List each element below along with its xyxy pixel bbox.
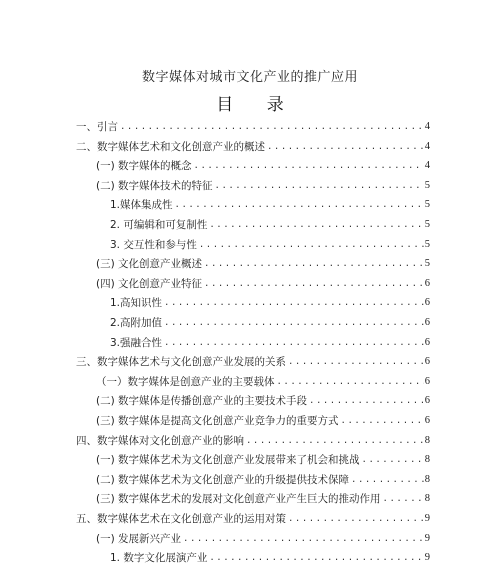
toc-page-number: 6: [424, 395, 430, 407]
toc-page-number: 4: [424, 160, 430, 172]
toc-leader-dots: [267, 140, 424, 154]
toc-entry-title: （一）数字媒体是创意产业的主要载体: [96, 375, 275, 388]
toc-entry-title: (三) 数字媒体艺术的发展对文化创意产业产生巨大的推动作用: [96, 493, 381, 506]
toc-page-number: 9: [424, 552, 430, 564]
toc-entry[interactable]: [96, 251, 430, 271]
toc-page-number: 5: [424, 219, 430, 230]
toc-entry[interactable]: [110, 290, 430, 310]
toc-page-number: 6: [424, 415, 430, 426]
toc-entry[interactable]: [110, 192, 430, 212]
toc-entry[interactable]: [96, 153, 430, 173]
toc-entry[interactable]: [76, 114, 430, 134]
toc-page-number: 9: [424, 513, 430, 524]
toc-page-number: 8: [424, 434, 430, 446]
toc-page-number: 5: [424, 179, 430, 191]
toc-page-number: 8: [424, 473, 430, 485]
toc-entry-title: 1.媒体集成性: [110, 199, 173, 212]
toc-entry[interactable]: [76, 349, 430, 369]
toc-entry[interactable]: [96, 467, 430, 487]
toc-leader-dots: [288, 512, 424, 526]
toc-page-number: 6: [424, 297, 430, 309]
toc-leader-dots: [204, 277, 424, 291]
toc-leader-dots: [164, 296, 424, 310]
toc-page-number: 5: [424, 199, 430, 211]
toc-entry[interactable]: [110, 310, 430, 330]
toc-entry-title: 一、引言: [76, 121, 118, 133]
toc-entry[interactable]: [96, 408, 430, 428]
toc-entry-title: 1. 数字文化展演产业: [110, 552, 208, 565]
toc-leader-dots: [175, 198, 424, 212]
toc-leader-dots: [120, 120, 424, 134]
toc-entry-title: (一) 数字媒体艺术为文化创意产业发展带来了机会和挑战: [96, 454, 360, 467]
toc-page-number: 6: [424, 317, 430, 328]
toc-leader-dots: [277, 375, 424, 389]
toc-leader-dots: [209, 218, 423, 232]
toc-entry-title: (三) 数字媒体是提高文化创意产业竞争力的重要方式: [96, 415, 339, 427]
toc-leader-dots: [183, 532, 424, 546]
toc-entry-title: 3.强融合性: [110, 336, 163, 349]
toc-entry-title: 2. 可编辑和可复制性: [110, 219, 208, 231]
toc-entry-title: (二) 数字媒体是传播创意产业的主要技术手段: [96, 395, 308, 408]
toc-page-number: 6: [424, 356, 430, 368]
toc-entry[interactable]: [96, 369, 430, 389]
toc-entry[interactable]: [76, 506, 430, 526]
toc-leader-dots: [164, 316, 424, 330]
toc-entry-title: 三、数字媒体艺术与文化创意产业发展的关系: [76, 356, 286, 369]
toc-entry-title: 四、数字媒体对文化创意产业的影响: [76, 434, 244, 447]
toc-entry[interactable]: [110, 330, 430, 350]
toc-entry-title: (二) 数字媒体技术的特征: [96, 179, 213, 192]
toc-page-number: 6: [424, 277, 430, 289]
toc-leader-dots: [246, 434, 424, 448]
toc-leader-dots: [288, 355, 424, 369]
toc-entry[interactable]: [96, 388, 430, 408]
toc-entry-title: (四) 文化创意产业特征: [96, 277, 203, 290]
toc-entry-title: 1.高知识性: [110, 297, 163, 310]
toc-leader-dots: [309, 394, 424, 408]
toc-entry[interactable]: [96, 173, 430, 193]
toc-page-number: 8: [424, 493, 430, 505]
document-title: 数字媒体对城市文化产业的推广应用: [141, 70, 358, 85]
toc-page-number: 6: [424, 375, 430, 387]
toc-entry-title: (二) 数字媒体艺术为文化创意产业的升级提供技术保障: [96, 473, 350, 486]
toc-entry[interactable]: [76, 134, 430, 154]
toc-entry[interactable]: [96, 271, 430, 291]
toc-leader-dots: [194, 159, 424, 173]
toc-page-number: 5: [424, 238, 430, 250]
toc-entry-title: (一) 数字媒体的概念: [96, 160, 192, 173]
toc-entry-title: (一) 发展新兴产业: [96, 532, 182, 545]
toc-page-number: 8: [424, 454, 430, 466]
toc-heading: 目 录: [216, 95, 298, 115]
toc-page-number: 4: [424, 121, 430, 132]
toc-page-number: 4: [424, 140, 430, 152]
toc-leader-dots: [199, 238, 424, 252]
toc-entry[interactable]: [110, 212, 430, 232]
toc-leader-dots: [164, 336, 424, 350]
toc-leader-dots: [351, 473, 424, 487]
toc-entry-title: 2.高附加值: [110, 317, 163, 329]
toc-entry[interactable]: [96, 486, 430, 506]
toc-page-number: 6: [424, 336, 430, 348]
toc-leader-dots: [383, 492, 424, 506]
toc-entry[interactable]: [96, 447, 430, 467]
toc-page-number: 9: [424, 532, 430, 544]
toc-entry-title: 五、数字媒体艺术在文化创意产业的运用对策: [76, 513, 286, 525]
toc-leader-dots: [215, 179, 424, 193]
toc-leader-dots: [204, 257, 424, 271]
toc-leader-dots: [362, 453, 424, 467]
toc-entry[interactable]: [96, 526, 430, 546]
toc-entry-title: 二、数字媒体艺术和文化创意产业的概述: [76, 140, 265, 153]
toc-entry-title: 3. 交互性和参与性: [110, 238, 197, 251]
toc-entry[interactable]: [110, 232, 430, 252]
toc-page-number: 5: [424, 258, 430, 270]
toc-entry[interactable]: [110, 545, 430, 565]
toc-entry[interactable]: [76, 428, 430, 448]
toc-entry-title: (三) 文化创意产业概述: [96, 258, 203, 271]
toc-leader-dots: [209, 551, 423, 565]
toc-leader-dots: [341, 414, 424, 428]
